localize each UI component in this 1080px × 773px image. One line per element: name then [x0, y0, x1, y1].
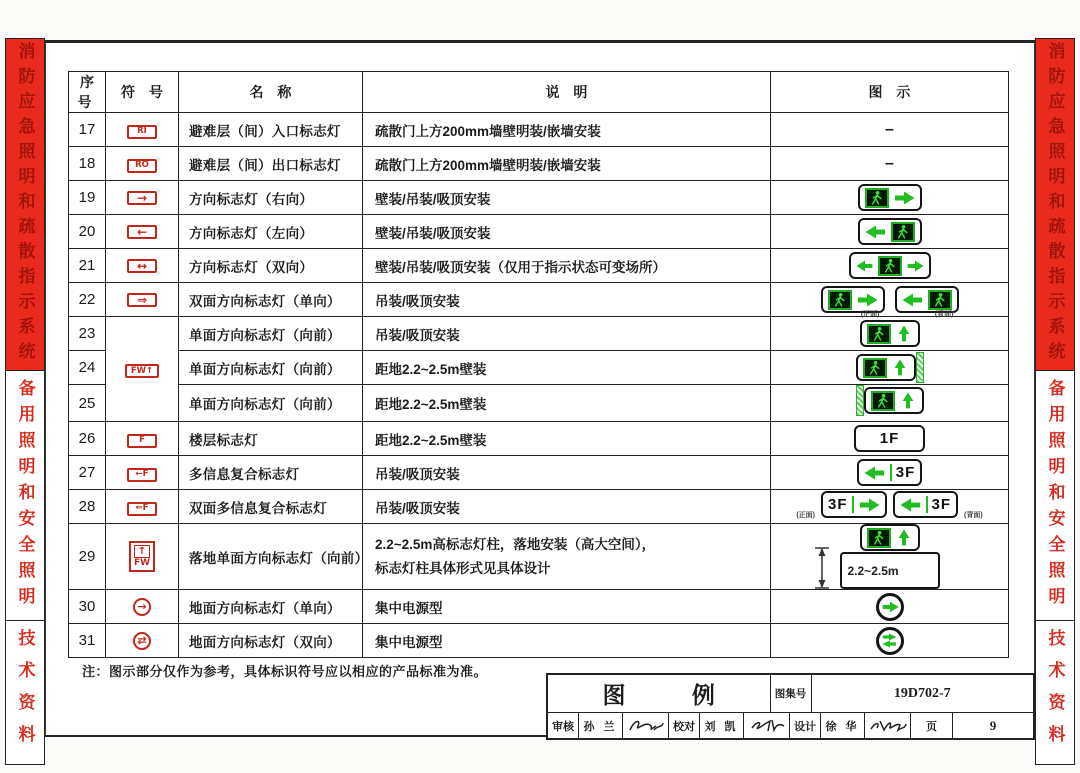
wall-hatch-left: [856, 385, 864, 416]
no-cell: 19: [69, 181, 106, 215]
symbol-arrow-left: ←: [127, 225, 157, 239]
running-man-icon: [865, 188, 889, 208]
multi-info-sign: [857, 459, 923, 486]
illustration-cell: [771, 490, 1009, 524]
desc-cell: 距地2.2~2.5m壁装: [363, 385, 771, 422]
arrow-left-icon: [900, 498, 922, 512]
sidebar-section-technical-data: 技术资料: [1036, 621, 1074, 764]
desc-cell: 距地2.2~2.5m壁装: [363, 422, 771, 456]
desc-cell: 吊装/吸顶安装: [363, 456, 771, 490]
front-face-label: (正面): [860, 311, 880, 318]
ground-sign-double: [876, 627, 904, 655]
running-man-icon: [867, 324, 891, 344]
arrows-both-icon: [881, 633, 898, 648]
symbol-cell: [106, 283, 179, 317]
designer-name: 徐 华: [821, 713, 865, 738]
symbol-fw-up: FW↑: [125, 364, 159, 378]
sidebar-section-fire-system: 消防应急照明和疏散指示系统: [6, 39, 44, 371]
running-man-icon: [871, 391, 895, 411]
desc-cell: 距地2.2~2.5m壁装: [363, 351, 771, 385]
illustration-cell: [771, 249, 1009, 283]
exit-sign-front-group: [821, 286, 885, 318]
page-number: 9: [989, 717, 997, 733]
desc-cell: 集中电源型: [363, 624, 771, 658]
arrow-left-icon: [856, 260, 874, 272]
sign-divider: [890, 464, 892, 481]
page-frame: [45, 40, 1035, 737]
symbol-cell: [106, 624, 179, 658]
table-row: [69, 249, 1009, 283]
exit-sign-left: [858, 218, 922, 245]
symbol-left-f: ←F: [127, 468, 157, 482]
illustration-cell: [771, 385, 1009, 422]
illustration-cell: [771, 422, 1009, 456]
table-row: [69, 385, 1009, 422]
desc-cell: 疏散门上方200mm墙壁明装/嵌墙安装: [363, 147, 771, 181]
symbol-cell-merged: [106, 317, 179, 422]
arrow-right-icon: [881, 601, 899, 613]
name-cell: 楼层标志灯: [179, 422, 363, 456]
illustration-cell: [771, 624, 1009, 658]
reviewer-signature: [623, 713, 669, 738]
exit-sign-right: [858, 184, 922, 211]
desc-cell: 集中电源型: [363, 590, 771, 624]
symbol-cell: [106, 147, 179, 181]
signature-scribble: [626, 717, 666, 735]
name-cell: 落地单面方向标志灯（向前）: [179, 524, 363, 590]
running-man-icon: [867, 528, 891, 548]
symbol-double-face-right: ⇒: [127, 293, 157, 307]
exit-sign-forward: [860, 524, 920, 551]
illustration-cell: [771, 215, 1009, 249]
exit-sign-forward: [860, 320, 920, 347]
illustration-cell: [771, 456, 1009, 490]
sidebar-section-fire-system: 消防应急照明和疏散指示系统: [1036, 39, 1074, 371]
multi-info-sign-back: [893, 491, 959, 518]
name-cell: 地面方向标志灯（双向）: [179, 624, 363, 658]
name-cell: 方向标志灯（右向）: [179, 181, 363, 215]
title-block-bottom-row: [548, 713, 1033, 738]
table-row: [69, 317, 1009, 351]
desc-cell: 吊装/吸顶安装: [363, 490, 771, 524]
illustration-cell: [771, 147, 1009, 181]
atlas-number-label: 图集号: [770, 675, 812, 712]
symbol-floor-pole: [129, 541, 155, 572]
sidebar-section-backup-lighting: 备用照明和安全照明: [6, 371, 44, 621]
desc-cell: [363, 524, 771, 590]
symbol-arrow-both: ↔: [127, 259, 157, 273]
arrow-right-icon: [906, 260, 924, 272]
desc-cell: 疏散门上方200mm墙壁明装/嵌墙安装: [363, 113, 771, 147]
multi-info-sign-front: [821, 491, 887, 518]
mounting-height-label: 2.2~2.5m: [847, 563, 899, 578]
symbol-cell: [106, 456, 179, 490]
table-row: [69, 456, 1009, 490]
sign-divider: [852, 496, 854, 513]
no-cell: 30: [69, 590, 106, 624]
symbol-cell: [106, 422, 179, 456]
symbol-fw-text: FW: [133, 558, 151, 569]
desc-cell: 壁装/吊装/吸顶安装（仅用于指示状态可变场所）: [363, 249, 771, 283]
signature-scribble: [746, 717, 788, 735]
symbol-f: F: [127, 434, 157, 448]
exit-sign-both: [849, 252, 931, 279]
footnote: 注：图示部分仅作为参考，具体标识符号应以相应的产品标准为准。: [82, 664, 488, 679]
name-cell: 多信息复合标志灯: [179, 456, 363, 490]
checker-name: 刘 凯: [700, 713, 744, 738]
symbol-circle-right: →: [133, 598, 151, 616]
running-man-icon: [828, 290, 852, 310]
sidebar-right: [1035, 38, 1075, 765]
arrow-right-icon: [893, 191, 915, 205]
col-header-desc: 说 明: [363, 72, 771, 113]
table-row: [69, 524, 1009, 590]
table-row: [69, 283, 1009, 317]
no-cell: 28: [69, 490, 106, 524]
exit-sign-back-group: [895, 286, 959, 318]
dimension-line: [813, 545, 831, 591]
checker-label: 校对: [669, 713, 700, 738]
running-man-icon: [891, 222, 915, 242]
desc-cell: 吊装/吸顶安装: [363, 317, 771, 351]
arrow-left-icon: [865, 225, 887, 239]
checker-signature: [744, 713, 790, 738]
illustration-cell: [771, 283, 1009, 317]
symbol-double-left-f: ⇐F: [127, 502, 157, 516]
no-illustration-dash: –: [885, 154, 894, 172]
floor-label: 1F: [879, 430, 900, 447]
designer-signature: [865, 713, 911, 738]
sidebar-section-technical-data: 技术资料: [6, 621, 44, 764]
no-cell: 21: [69, 249, 106, 283]
symbol-cell: [106, 181, 179, 215]
col-header-illustration: 图 示: [771, 72, 1009, 113]
wall-hatch-right: [916, 352, 924, 383]
no-cell: 22: [69, 283, 106, 317]
title-block: [546, 673, 1035, 740]
front-face-label: (正面): [796, 512, 815, 519]
signature-scribble: [866, 717, 910, 735]
running-man-icon: [863, 358, 887, 378]
name-cell: 双面方向标志灯（单向）: [179, 283, 363, 317]
no-cell: 31: [69, 624, 106, 658]
symbol-cell: [106, 590, 179, 624]
name-cell: 方向标志灯（双向）: [179, 249, 363, 283]
name-cell: 单面方向标志灯（向前）: [179, 351, 363, 385]
name-cell: 双面多信息复合标志灯: [179, 490, 363, 524]
symbol-ro: RO: [127, 159, 157, 173]
table-row: [69, 624, 1009, 658]
title-block-top-row: [548, 675, 1033, 713]
table-row: [69, 113, 1009, 147]
no-cell: 17: [69, 113, 106, 147]
col-header-symbol: 符 号: [106, 72, 179, 113]
reviewer-label: 审核: [548, 713, 579, 738]
illustration-cell: [771, 590, 1009, 624]
back-face-label: (背面): [964, 512, 983, 519]
arrow-right-icon: [856, 293, 878, 307]
atlas-number-value: 19D702-7: [893, 685, 951, 701]
floor-label: 3F: [931, 496, 952, 513]
name-cell: 地面方向标志灯（单向）: [179, 590, 363, 624]
illustration-cell: [771, 524, 1009, 590]
table-row: [69, 147, 1009, 181]
name-cell: 单面方向标志灯（向前）: [179, 385, 363, 422]
arrow-right-icon: [858, 498, 880, 512]
exit-sign-forward: [856, 354, 916, 381]
arrow-up-icon: [901, 392, 915, 410]
symbol-arrow-right: →: [127, 191, 157, 205]
desc-cell: 吊装/吸顶安装: [363, 283, 771, 317]
sheet-title: 图 例: [602, 682, 745, 708]
name-cell: 单面方向标志灯（向前）: [179, 317, 363, 351]
floor-standing-sign: [840, 524, 940, 589]
back-face-label: (背面): [934, 311, 954, 318]
symbol-up-arrow: ↑: [134, 545, 150, 558]
symbol-circle-both: ⇄: [133, 632, 151, 650]
running-man-icon: [878, 256, 902, 276]
arrow-up-icon: [897, 325, 911, 343]
name-cell: 避难层（间）入口标志灯: [179, 113, 363, 147]
no-cell: 25: [69, 385, 106, 422]
no-cell: 29: [69, 524, 106, 590]
exit-sign-forward: [864, 387, 924, 414]
floor-label: 3F: [895, 464, 916, 481]
arrow-left-icon: [864, 466, 886, 480]
desc-cell: 壁装/吊装/吸顶安装: [363, 181, 771, 215]
col-header-name: 名 称: [179, 72, 363, 113]
arrow-up-icon: [897, 529, 911, 547]
table-row: [69, 422, 1009, 456]
no-cell: 26: [69, 422, 106, 456]
symbol-ri: RI: [127, 125, 157, 139]
running-man-icon: [928, 290, 952, 310]
desc-cell: 壁装/吊装/吸顶安装: [363, 215, 771, 249]
table-row: [69, 215, 1009, 249]
illustration-cell: [771, 113, 1009, 147]
symbol-cell: [106, 490, 179, 524]
illustration-cell: [771, 181, 1009, 215]
symbol-cell: [106, 249, 179, 283]
page-label: 页: [911, 713, 953, 738]
table-row: [69, 351, 1009, 385]
symbol-cell: [106, 113, 179, 147]
designer-label: 设计: [790, 713, 821, 738]
pole-box: [840, 552, 940, 589]
sidebar-section-backup-lighting: 备用照明和安全照明: [1036, 371, 1074, 621]
arrow-up-icon: [893, 359, 907, 377]
header-row: [69, 72, 1009, 113]
no-cell: 18: [69, 147, 106, 181]
illustration-cell: [771, 317, 1009, 351]
symbol-cell: [106, 215, 179, 249]
no-cell: 23: [69, 317, 106, 351]
floor-label: 3F: [827, 496, 848, 513]
illustration-cell: [771, 351, 1009, 385]
col-header-no: 序 号: [69, 72, 106, 113]
no-cell: 27: [69, 456, 106, 490]
arrow-left-icon: [902, 293, 924, 307]
reviewer-name: 孙 兰: [579, 713, 623, 738]
table-row: [69, 490, 1009, 524]
table-row: [69, 181, 1009, 215]
floor-sign: [854, 425, 926, 452]
no-cell: 20: [69, 215, 106, 249]
legend-table: [68, 71, 1009, 658]
ground-sign-single: [876, 593, 904, 621]
name-cell: 方向标志灯（左向）: [179, 215, 363, 249]
symbol-cell: [106, 524, 179, 590]
no-cell: 24: [69, 351, 106, 385]
sidebar-left: [5, 38, 45, 765]
no-illustration-dash: –: [885, 120, 894, 138]
sign-divider: [926, 496, 928, 513]
table-row: [69, 590, 1009, 624]
name-cell: 避难层（间）出口标志灯: [179, 147, 363, 181]
desc-line-2: 标志灯柱具体形式见具体设计: [375, 560, 551, 576]
desc-line-1: 2.2~2.5m高标志灯柱，落地安装（高大空间），: [375, 536, 656, 552]
